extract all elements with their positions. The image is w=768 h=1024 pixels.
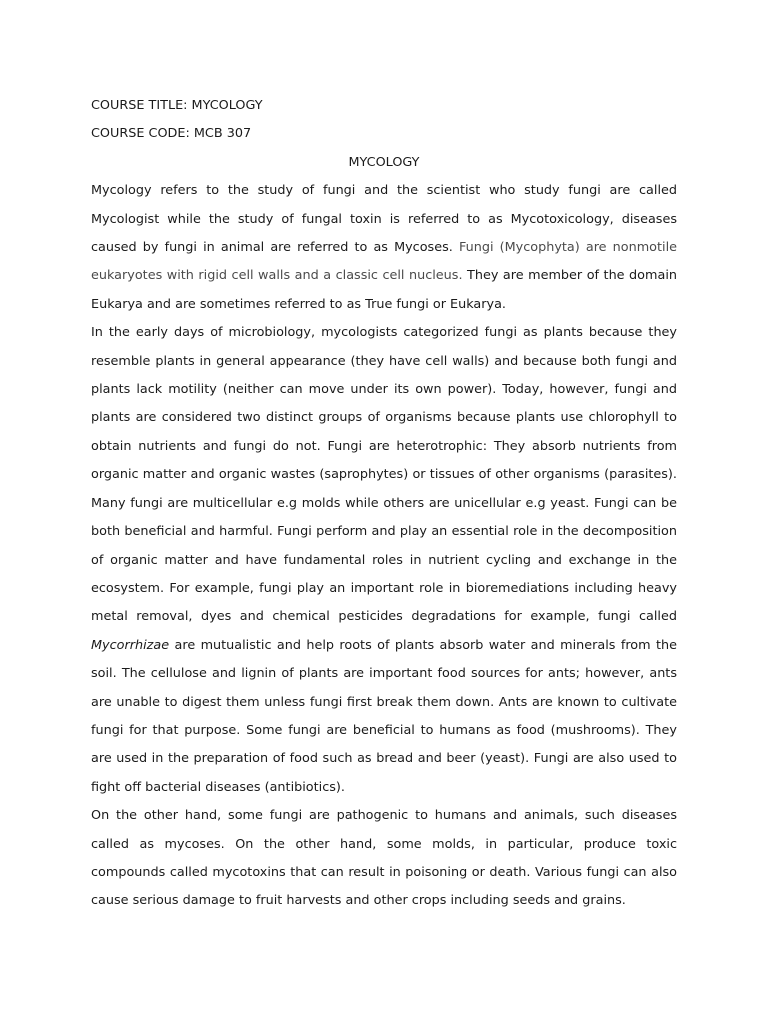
document-body	[91, 92, 677, 916]
paragraph-history-text-1: In the early days of microbiology, mycologists categorized fungi as plants because they resemble plants in general appearance (they have cell walls) and because both fungi and plants lack motility (neither can move under its own power). Today, however, fungi and plants are considered two distinct groups of organisms because plants use chlorophyll to obtain nutrients and fungi do not. Fungi are heterotrophic: They absorb nutrients from organic matter and organic wastes (saprophytes) or tissues of other organisms (parasites). Many fungi are multicellular e.g molds while others are unicellular e.g yeast. Fungi can be both beneficial and harmful. Fungi perform and play an essential role in the decomposition of organic matter and have fundamental roles in nutrient cycling and exchange in the ecosystem. For example, fungi play an important role in bioremediations including heavy metal removal, dyes and chemical pesticides degradations for example, fungi called	[91, 325, 677, 625]
paragraph-intro-text-1: Mycology refers to the study of fungi and the scientist who study fungi are called Mycologist while the study of fungal toxin is referred to as Mycotoxicology, diseases caused by fungi in animal are referred to as Mycoses.	[91, 183, 677, 256]
paragraph-history	[91, 319, 677, 802]
paragraph-intro-fungi-definition: Fungi (Mycophyta) are nonmotile eukaryotes with rigid cell walls and a classic cell nucleus.	[91, 240, 677, 284]
paragraph-intro-text-2: They are member of the domain Eukarya and are sometimes referred to as True fungi or Eukarya.	[91, 268, 677, 312]
course-title: COURSE TITLE: MYCOLOGY	[91, 98, 263, 113]
paragraph-pathogenic: On the other hand, some fungi are pathogenic to humans and animals, such diseases called as mycoses. On the other hand, some molds, in particular, produce toxic compounds called mycotoxins that can result in poisoning or death. Various fungi can also cause serious damage to fruit harvests and other crops including seeds and grains.	[91, 808, 677, 909]
document-title: MYCOLOGY	[348, 154, 420, 170]
course-code: COURSE CODE: MCB 307	[91, 126, 252, 142]
paragraph-history-text-2: are mutualistic and help roots of plants absorb water and minerals from the soil. The cellulose and lignin of plants are important food sources for ants; however, ants are unable to digest them unless fungi first break them down. Ants are known to cultivate fungi for that purpose. Some fungi are beneficial to humans as food (mushrooms). They are used in the preparation of food such as bread and beer (yeast). Fungi are also used to fight off bacterial diseases (antibiotics).	[91, 637, 677, 795]
mycorrhizae-term: Mycorrhizae	[91, 637, 170, 653]
paragraph-intro	[91, 177, 677, 319]
